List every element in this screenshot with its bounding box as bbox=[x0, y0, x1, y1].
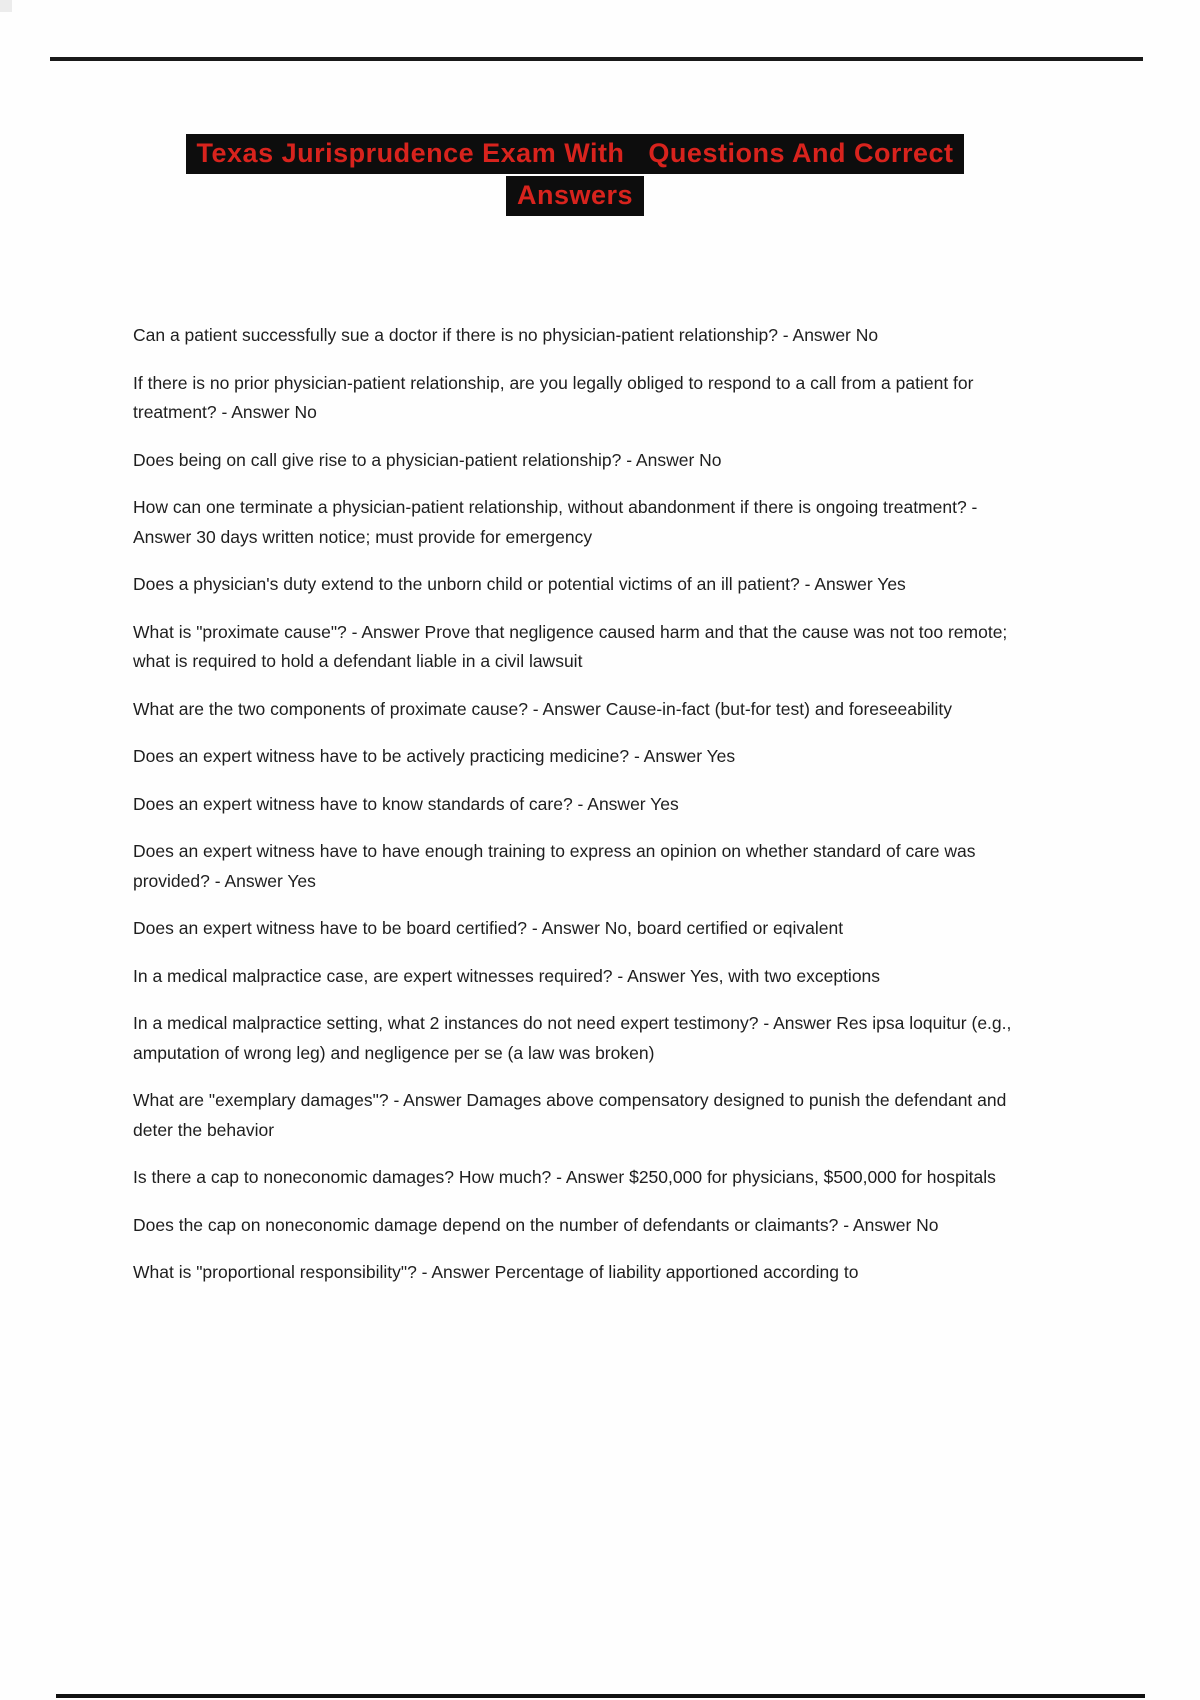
qa-paragraph: Can a patient successfully sue a doctor if there is no physician-patient relationship? - Answer No bbox=[133, 325, 879, 345]
qa-paragraph: How can one terminate a physician-patient relationship, without abandonment if there is ongoing treatment? - Answer 30 days written notice; must provide for emergency bbox=[133, 497, 978, 547]
title-line-1-row bbox=[0, 134, 1175, 174]
qa-paragraph: What is "proportional responsibility"? - Answer Percentage of liability apportioned according to bbox=[133, 1262, 859, 1282]
title-line-2: Answers bbox=[506, 176, 644, 216]
qa-paragraph: In a medical malpractice setting, what 2 instances do not need expert testimony? - Answer Res ipsa loquitur (e.g., amputation of wrong leg) and negligence per se (a law was broken) bbox=[133, 1013, 1012, 1063]
qa-paragraph: Does a physician's duty extend to the unborn child or potential victims of an ill patient? - Answer Yes bbox=[133, 574, 906, 594]
qa-paragraph: What are the two components of proximate cause? - Answer Cause-in-fact (but-for test) and foreseeability bbox=[133, 698, 952, 719]
qa-paragraph: Does the cap on noneconomic damage depend on the number of defendants or claimants? - Answer No bbox=[133, 1214, 939, 1235]
qa-paragraph: What are "exemplary damages"? - Answer Damages above compensatory designed to punish the defendant and deter the behavior bbox=[133, 1090, 1007, 1140]
qa-paragraph: Does being on call give rise to a physician-patient relationship? - Answer No bbox=[133, 449, 722, 470]
qa-paragraph: Is there a cap to noneconomic damages? How much? - Answer $250,000 for physicians, $500,000 for hospitals bbox=[133, 1167, 996, 1187]
qa-paragraph: If there is no prior physician-patient relationship, are you legally obliged to respond to a call from a patient for treatment? - Answer No bbox=[133, 372, 974, 422]
qa-paragraph: In a medical malpractice case, are expert witnesses required? - Answer Yes, with two exceptions bbox=[133, 965, 881, 986]
qa-paragraph: Does an expert witness have to know standards of care? - Answer Yes bbox=[133, 793, 679, 814]
document-body bbox=[133, 321, 1015, 1306]
qa-paragraph: Does an expert witness have to be actively practicing medicine? - Answer Yes bbox=[133, 746, 736, 766]
document-title bbox=[0, 134, 1175, 218]
qa-paragraph: What is "proximate cause"? - Answer Prove that negligence caused harm and that the cause was not too remote; what is required to hold a defendant liable in a civil lawsuit bbox=[133, 621, 1008, 671]
qa-paragraph: Does an expert witness have to be board certified? - Answer No, board certified or eqivalent bbox=[133, 918, 844, 938]
qa-paragraph: Does an expert witness have to have enough training to express an opinion on whether standard of care was provided? - Answer Yes bbox=[133, 841, 976, 891]
top-divider-rule bbox=[50, 57, 1143, 61]
title-line-2-row bbox=[0, 176, 1175, 216]
title-line-1: Texas Jurisprudence Exam With Questions And Correct bbox=[186, 134, 965, 174]
scan-corner-artifact bbox=[0, 0, 12, 12]
bottom-divider-rule bbox=[56, 1694, 1145, 1698]
